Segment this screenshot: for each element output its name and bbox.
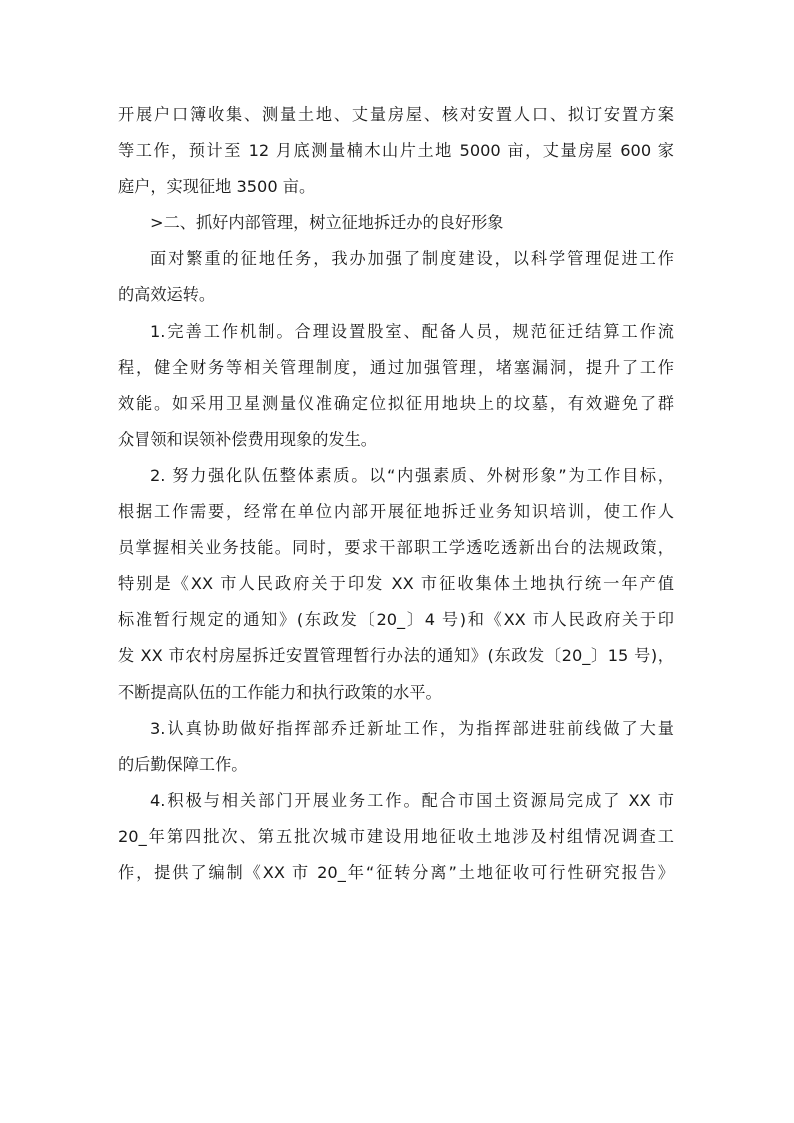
text-line: 不断提高队伍的工作能力和执行政策的水平。 — [118, 682, 442, 702]
text-line: 庭户，实现征地 3500 亩。 — [118, 177, 316, 197]
text-line: 众冒领和误领补偿费用现象的发生。 — [118, 429, 377, 449]
p-item-3 — [118, 711, 674, 783]
text-line: 的高效运转。 — [118, 285, 216, 305]
p-item-4 — [118, 783, 674, 891]
text-line: 1.完善工作机制。合理设置股室、配备人员，规范征迁结算工作流 — [150, 321, 674, 341]
document-page — [118, 97, 674, 891]
text-line: 开展户口簿收集、测量土地、丈量房屋、核对安置人口、拟订安置方案 — [118, 105, 674, 124]
text-line: 作，提供了编制《XX 市 20_年“征转分离”土地征收可行性研究报告》 — [118, 862, 674, 882]
text-line: 特别是《XX 市人民政府关于印发 XX 市征收集体土地执行统一年产值 — [118, 574, 674, 594]
text-line: 发 XX 市农村房屋拆迁安置管理暂行办法的通知》(东政发〔20_〕15 号)， — [118, 646, 674, 666]
text-line: 3.认真协助做好指挥部乔迁新址工作，为指挥部进驻前线做了大量 — [150, 718, 674, 738]
p-item-1 — [118, 314, 674, 458]
text-line: 面对繁重的征地任务，我办加强了制度建设，以科学管理促进工作 — [150, 249, 674, 269]
p-intro-continued — [118, 97, 674, 205]
text-line: 的后勤保障工作。 — [118, 754, 248, 774]
text-line: 等工作，预计至 12 月底测量楠木山片土地 5000 亩，丈量房屋 600 家 — [118, 141, 674, 161]
text-line: >二、抓好内部管理，树立征地拆迁办的良好形象 — [150, 213, 504, 233]
text-line: 程，健全财务等相关管理制度，通过加强管理，堵塞漏洞，提升了工作 — [118, 357, 674, 377]
text-line: 20_年第四批次、第五批次城市建设用地征收土地涉及村组情况调查工 — [118, 826, 674, 846]
p-section-intro — [118, 241, 674, 313]
text-line: 效能。如采用卫星测量仪准确定位拟征用地块上的坟墓，有效避免了群 — [118, 393, 674, 413]
text-line: 员掌握相关业务技能。同时，要求干部职工学透吃透新出台的法规政策， — [118, 538, 674, 558]
text-line: 2. 努力强化队伍整体素质。以“内强素质、外树形象”为工作目标， — [150, 465, 674, 485]
text-line: 根据工作需要，经常在单位内部开展征地拆迁业务知识培训，使工作人 — [118, 502, 674, 522]
p-item-2 — [118, 458, 674, 711]
text-line: 标准暂行规定的通知》(东政发〔20_〕4 号)和《XX 市人民政府关于印 — [118, 610, 674, 630]
p-section-heading — [118, 205, 674, 241]
text-line: 4.积极与相关部门开展业务工作。配合市国土资源局完成了 XX 市 — [150, 790, 674, 810]
